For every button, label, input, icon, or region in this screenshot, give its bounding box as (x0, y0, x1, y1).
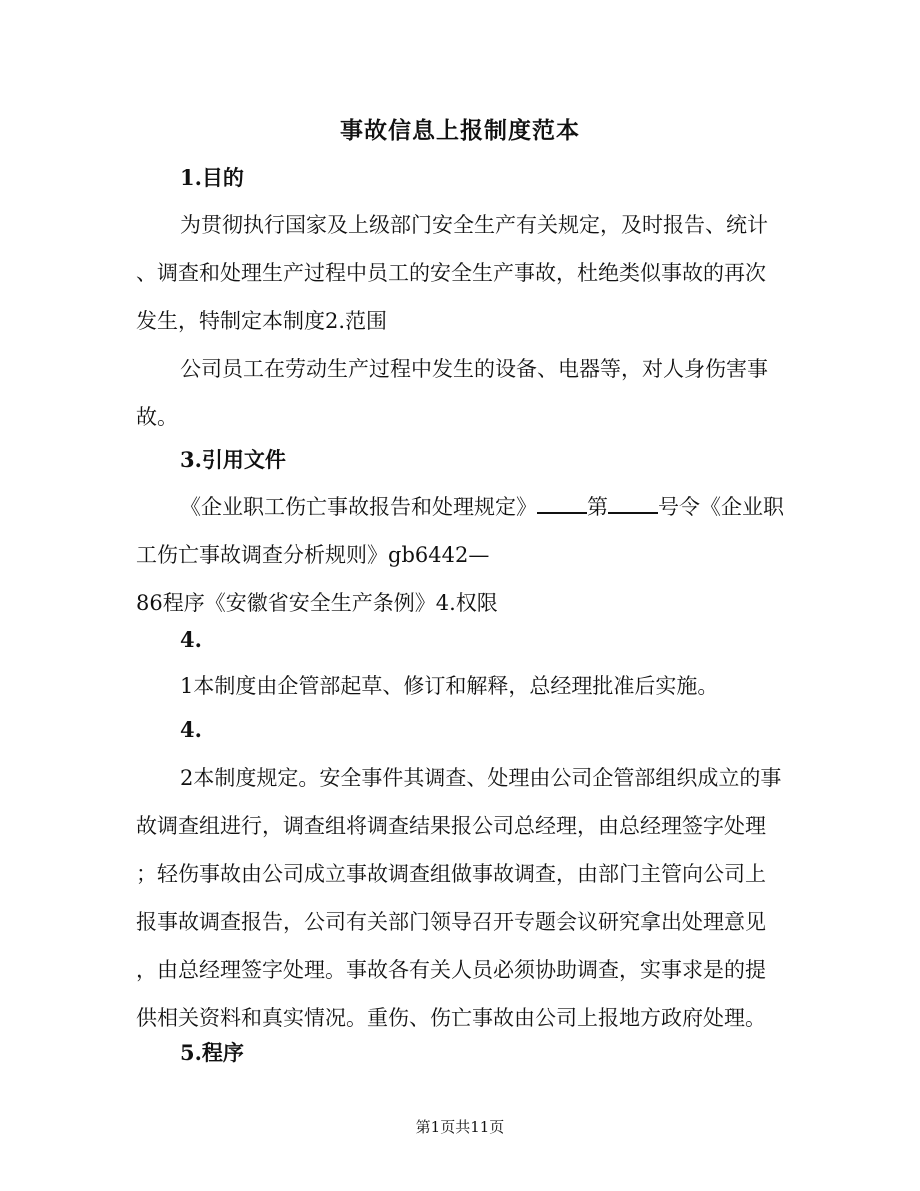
page-title: 事故信息上报制度范本 (340, 117, 580, 144)
section-4-2 (136, 706, 796, 754)
section-5-heading: 5.程序 (180, 1040, 244, 1065)
page-footer: 第1页共11页 (415, 1118, 505, 1136)
section-3-body (136, 483, 796, 627)
paragraph-line: 1本制度由企管部起草、修订和解释，总经理批准后实施。 (180, 674, 719, 698)
section-4-1 (136, 616, 796, 710)
paragraph-line: ；轻伤事故由公司成立事故调查组做事故调查，由部门主管向公司上 (136, 862, 766, 886)
section-4-2-body (136, 754, 796, 1042)
blank-underline (537, 494, 587, 514)
section-4-2-heading: 4. (180, 717, 202, 742)
section-1 (136, 154, 796, 202)
reference-text: 《企业职工伤亡事故报告和处理规定》 (180, 495, 537, 519)
reference-line (136, 483, 796, 531)
paragraph-line: 故。 (136, 405, 178, 429)
paragraph-line: 供相关资料和真实情况。重伤、伤亡事故由公司上报地方政府处理。 (136, 1006, 766, 1030)
section-2-body (136, 345, 796, 441)
reference-text: 第 (587, 495, 608, 519)
blank-underline (608, 494, 658, 514)
reference-text: 号令《企业职 (658, 495, 784, 519)
section-5 (136, 1029, 796, 1077)
paragraph-line: 2本制度规定。安全事件其调查、处理由公司企管部组织成立的事 (180, 766, 782, 790)
paragraph-line: 工伤亡事故调查分析规则》gb6442— (136, 543, 490, 567)
section-1-body (136, 201, 796, 345)
paragraph-line: 报事故调查报告，公司有关部门领导召开专题会议研究拿出处理意见 (136, 910, 766, 934)
paragraph-line: 、调查和处理生产过程中员工的安全生产事故，杜绝类似事故的再次 (136, 261, 766, 285)
paragraph-line: ，由总经理签字处理。事故各有关人员必须协助调查，实事求是的提 (136, 958, 766, 982)
paragraph-line: 为贯彻执行国家及上级部门安全生产有关规定，及时报告、统计 (180, 213, 768, 237)
paragraph-line: 故调查组进行，调查组将调查结果报公司总经理，由总经理签字处理 (136, 814, 766, 838)
paragraph-line: 公司员工在劳动生产过程中发生的设备、电器等，对人身伤害事 (180, 357, 768, 381)
section-4-1-heading: 4. (180, 627, 202, 652)
section-1-heading: 1.目的 (180, 165, 244, 190)
section-3-heading: 3.引用文件 (180, 447, 286, 472)
paragraph-line: 发生，特制定本制度2.范围 (136, 309, 388, 333)
paragraph-line: 86程序《安徽省安全生产条例》4.权限 (136, 591, 498, 615)
section-3 (136, 436, 796, 484)
